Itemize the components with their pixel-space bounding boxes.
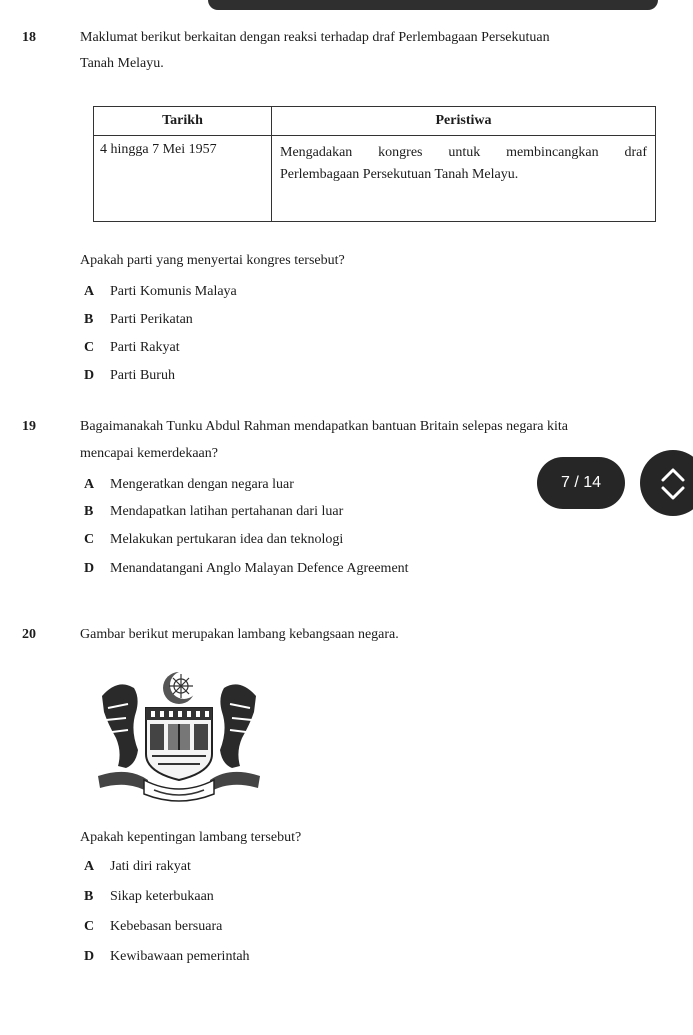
event-word: untuk bbox=[448, 145, 481, 160]
question-19-stem-line2: mencapai kemerdekaan? bbox=[80, 446, 218, 461]
table-header-event: Peristiwa bbox=[272, 107, 656, 136]
option-letter: A bbox=[84, 477, 95, 492]
page-indicator bbox=[537, 457, 625, 509]
question-19-stem-line1: Bagaimanakah Tunku Abdul Rahman mendapatkan bantuan Britain selepas negara kita bbox=[80, 419, 568, 434]
event-table bbox=[93, 106, 656, 222]
question-20-number: 20 bbox=[22, 627, 36, 642]
option-letter: B bbox=[84, 889, 94, 904]
option-text[interactable]: Sikap keterbukaan bbox=[110, 889, 214, 904]
option-text[interactable]: Menandatangani Anglo Malayan Defence Agreement bbox=[110, 561, 409, 576]
option-letter: C bbox=[84, 919, 95, 934]
option-text[interactable]: Mendapatkan latihan pertahanan dari luar bbox=[110, 504, 344, 519]
option-text[interactable]: Jati diri rakyat bbox=[110, 859, 191, 874]
coat-of-arms-image bbox=[88, 668, 270, 808]
option-text[interactable]: Parti Komunis Malaya bbox=[110, 284, 237, 299]
table-cell-event bbox=[272, 136, 656, 222]
option-letter: A bbox=[84, 284, 95, 299]
top-bar bbox=[208, 0, 658, 10]
option-text[interactable]: Kebebasan bersuara bbox=[110, 919, 223, 934]
question-18-stem-line2: Tanah Melayu. bbox=[80, 56, 164, 71]
event-word: kongres bbox=[378, 145, 423, 160]
question-18-prompt: Apakah parti yang menyertai kongres tersebut? bbox=[80, 253, 345, 268]
table-cell-date: 4 hingga 7 Mei 1957 bbox=[94, 136, 272, 222]
question-18-number: 18 bbox=[22, 30, 36, 45]
question-20-prompt: Apakah kepentingan lambang tersebut? bbox=[80, 830, 302, 845]
event-word: membincangkan bbox=[506, 145, 599, 160]
option-text[interactable]: Parti Buruh bbox=[110, 368, 175, 383]
option-letter: D bbox=[84, 949, 95, 964]
event-word: Mengadakan bbox=[280, 145, 353, 160]
option-letter: C bbox=[84, 532, 95, 547]
option-text[interactable]: Parti Perikatan bbox=[110, 312, 193, 327]
question-18-stem-line1: Maklumat berikut berkaitan dengan reaksi terhadap draf Perlembagaan Persekutuan bbox=[80, 30, 550, 45]
option-letter: B bbox=[84, 504, 94, 519]
option-text[interactable]: Parti Rakyat bbox=[110, 340, 180, 355]
option-text[interactable]: Kewibawaan pemerintah bbox=[110, 949, 250, 964]
event-word: draf bbox=[624, 145, 647, 160]
question-19-number: 19 bbox=[22, 419, 36, 434]
option-letter: D bbox=[84, 561, 95, 576]
option-text[interactable]: Mengeratkan dengan negara luar bbox=[110, 477, 294, 492]
option-letter: C bbox=[84, 340, 95, 355]
table-header-date: Tarikh bbox=[94, 107, 272, 136]
page-indicator-label: 7 / 14 bbox=[560, 474, 602, 491]
question-20-stem-line1: Gambar berikut merupakan lambang kebangsaan negara. bbox=[80, 627, 399, 642]
option-letter: B bbox=[84, 312, 94, 327]
option-letter: D bbox=[84, 368, 95, 383]
option-text[interactable]: Melakukan pertukaran idea dan teknologi bbox=[110, 532, 344, 547]
event-line2: Perlembagaan Persekutuan Tanah Melayu. bbox=[280, 166, 519, 182]
chevron-up-down-icon[interactable] bbox=[640, 450, 693, 516]
option-letter: A bbox=[84, 859, 95, 874]
